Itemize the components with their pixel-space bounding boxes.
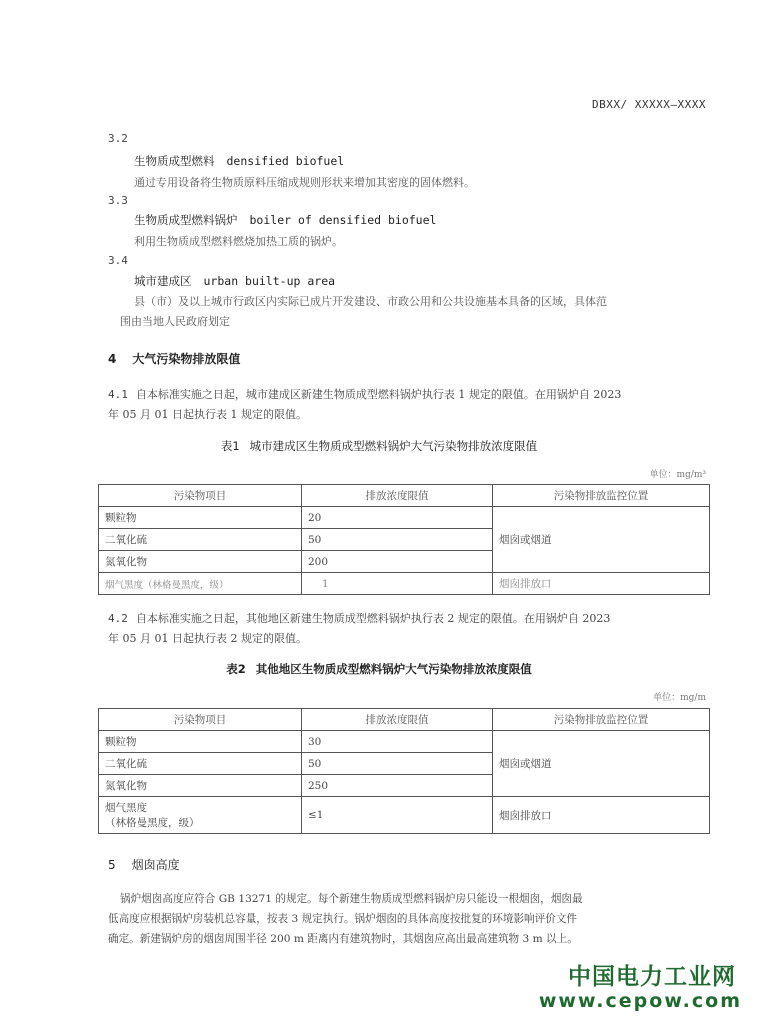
- pollutant-line: （林格曼黑度，级）: [105, 817, 200, 829]
- column-header: 排放浓度限值: [302, 709, 493, 731]
- table-2: [98, 708, 710, 834]
- paragraph-line: [108, 609, 708, 629]
- document-code: DBXX/ XXXXX—XXXX: [592, 98, 706, 111]
- term-zh: 城市建成区: [134, 274, 192, 288]
- pollutant-cell: 氮氧化物: [99, 775, 302, 797]
- term-heading: [134, 212, 436, 228]
- location-cell: 烟囱或烟道: [493, 507, 710, 573]
- clause-number: 3.2: [108, 132, 128, 145]
- term-definition: 利用生物质成型燃料燃烧加热工质的锅炉。: [134, 235, 343, 248]
- paragraph-text: 自本标准实施之日起，城市建成区新建生物质成型燃料锅炉执行表 1 规定的限值。在用锅炉自 2023: [135, 388, 622, 401]
- term-heading: [134, 153, 344, 169]
- section-title: 烟囱高度: [131, 858, 180, 872]
- paragraph-text: 自本标准实施之日起，其他地区新建生物质成型燃料锅炉执行表 2 规定的限值。在用锅炉自 2023: [135, 612, 611, 625]
- clause-number: 3.3: [108, 194, 128, 207]
- table-row: [99, 507, 710, 529]
- column-header: 污染物排放监控位置: [493, 709, 710, 731]
- table-row: [99, 797, 710, 834]
- term-definition-line: 县（市）及以上城市行政区内实际已成片开发建设、市政公用和公共设施基本具备的区域，具体范: [134, 295, 607, 308]
- limit-cell: 200: [302, 551, 493, 573]
- table-unit: 单位：mg/m³: [649, 470, 706, 480]
- table-caption: [0, 438, 758, 454]
- table-row: [99, 731, 710, 753]
- paragraph-number: 4.2: [108, 612, 128, 625]
- table-1: [98, 484, 710, 595]
- watermark-name: 中国电力工业网: [568, 964, 736, 990]
- term-zh: 生物质成型燃料: [134, 154, 215, 168]
- paragraph-line: [108, 385, 708, 405]
- column-header: 排放浓度限值: [302, 485, 493, 507]
- limit-cell: 50: [302, 753, 493, 775]
- table-caption: [0, 661, 758, 677]
- limit-cell: 50: [302, 529, 493, 551]
- paragraph-line: 年 05 月 01 日起执行表 1 规定的限值。: [108, 408, 307, 421]
- pollutant-cell: 颗粒物: [99, 507, 302, 529]
- limit-cell: ≤1: [302, 797, 493, 834]
- term-zh: 生物质成型燃料锅炉: [134, 213, 238, 227]
- column-header: 污染物排放监控位置: [493, 485, 710, 507]
- limit-cell: 20: [302, 507, 493, 529]
- section-number: 4: [108, 352, 117, 366]
- location-cell: 烟囱或烟道: [493, 731, 710, 797]
- location-cell: 烟囱排放口: [493, 797, 710, 834]
- pollutant-cell: 颗粒物: [99, 731, 302, 753]
- table-label: 表1: [220, 439, 240, 453]
- section-heading: [108, 856, 180, 873]
- paragraph-line: 年 05 月 01 日起执行表 2 规定的限值。: [108, 632, 307, 645]
- paragraph-line: 低高度应根据锅炉房装机总容量，按表 3 规定执行。锅炉烟囱的具体高度按批复的环境影响评价文件: [108, 913, 578, 925]
- term-en: boiler of densified biofuel: [249, 213, 437, 227]
- term-en: densified biofuel: [226, 154, 345, 168]
- table-unit: 单位：mg/m: [653, 693, 706, 703]
- section-title: 大气污染物排放限值: [132, 352, 241, 366]
- pollutant-cell: 二氧化硫: [99, 753, 302, 775]
- column-header: 污染物项目: [99, 485, 302, 507]
- term-heading: [134, 273, 335, 289]
- table-label: 表2: [226, 662, 246, 676]
- section-number: 5: [108, 858, 116, 872]
- table-row: [99, 573, 710, 595]
- term-en: urban built-up area: [203, 274, 336, 288]
- location-cell: 烟囱排放口: [493, 573, 710, 595]
- limit-cell: 250: [302, 775, 493, 797]
- paragraph-number: 4.1: [108, 388, 128, 401]
- section-heading: [108, 350, 240, 367]
- clause-number: 3.4: [108, 254, 128, 267]
- pollutant-cell: [99, 797, 302, 834]
- column-header: 污染物项目: [99, 709, 302, 731]
- pollutant-cell: 二氧化硫: [99, 529, 302, 551]
- table-header-row: [99, 485, 710, 507]
- paragraph: [108, 609, 708, 649]
- table-header-row: [99, 709, 710, 731]
- pollutant-cell: 烟气黑度（林格曼黑度，级）: [99, 573, 302, 595]
- watermark-url[interactable]: www.cepow.com: [538, 990, 742, 1012]
- table-title: 城市建成区生物质成型燃料锅炉大气污染物排放浓度限值: [249, 439, 538, 453]
- pollutant-cell: 氮氧化物: [99, 551, 302, 573]
- paragraph-line: 锅炉烟囱高度应符合 GB 13271 的规定。每个新建生物质成型燃料锅炉房只能设一根烟囱，烟囱最: [120, 893, 583, 905]
- paragraph-line: 确定。新建锅炉房的烟囱周围半径 200 m 距离内有建筑物时，其烟囱应高出最高建筑物 3 m 以上。: [108, 933, 578, 945]
- paragraph: [108, 385, 708, 425]
- limit-cell: 30: [302, 731, 493, 753]
- term-definition: 通过专用设备将生物质原料压缩成规则形状来增加其密度的固体燃料。: [134, 176, 475, 189]
- table-title: 其他地区生物质成型燃料锅炉大气污染物排放浓度限值: [255, 662, 532, 676]
- term-definition-line: 围由当地人民政府划定: [120, 315, 230, 328]
- limit-cell: 1: [302, 573, 493, 595]
- pollutant-line: 烟气黑度: [105, 802, 147, 814]
- paragraph: [108, 889, 710, 949]
